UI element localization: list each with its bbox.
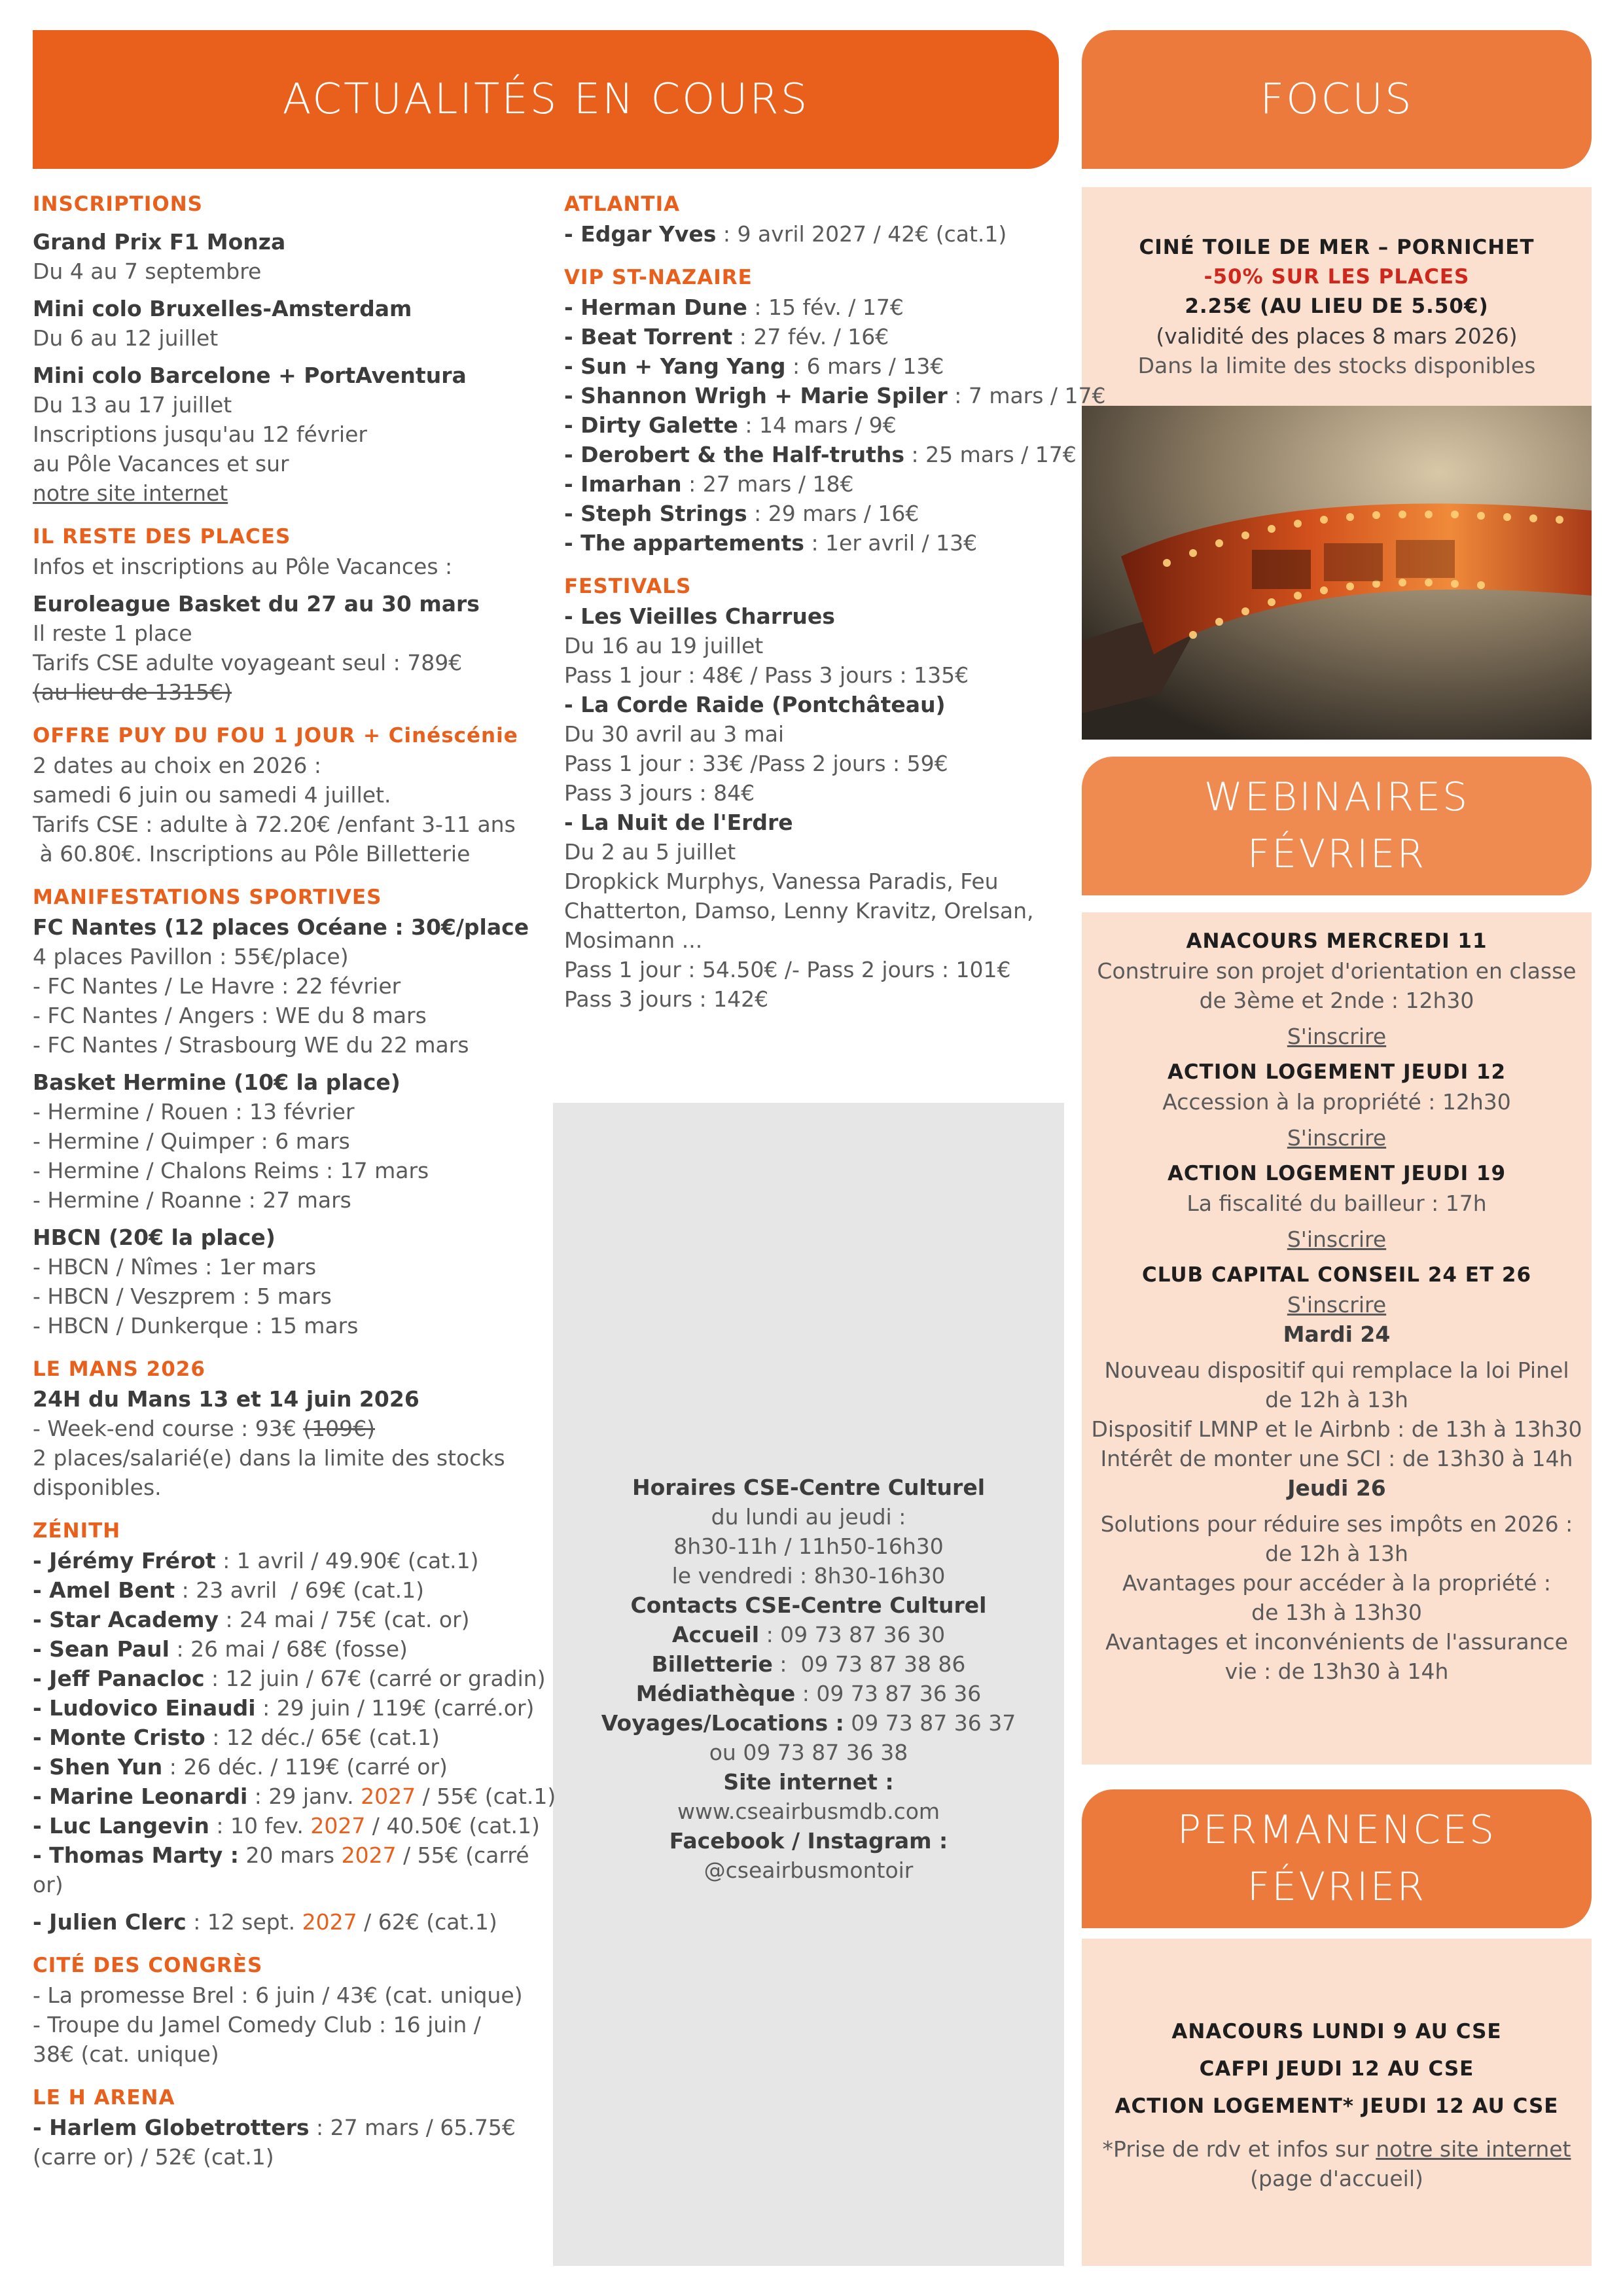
event-info: 2 dates au choix en 2026 : [33, 753, 321, 778]
event-info: 38€ (cat. unique) [33, 2041, 219, 2067]
webinar-desc: de 12h à 13h [1265, 1387, 1408, 1412]
website-link[interactable]: www.cseairbusmdb.com [677, 1799, 940, 1824]
event-info: Tarifs CSE adulte voyageant seul : 789€ [33, 650, 463, 675]
event-name: HBCN (20€ la place) [33, 1225, 276, 1250]
zenith-item: - Ludovico Einaudi : 29 juin / 119€ (carré.or) [33, 1695, 535, 1721]
focus-content [1082, 233, 1592, 380]
webinar-desc: vie : de 13h30 à 14h [1224, 1659, 1449, 1684]
vip-item: - The appartements : 1er avril / 13€ [564, 530, 978, 556]
vip-list [564, 293, 1106, 558]
register-link[interactable]: S'inscrire [1287, 1292, 1387, 1318]
permanence-note: *Prise de rdv et infos sur notre site internet [1102, 2136, 1571, 2162]
event-name: - La Corde Raide (Pontchâteau) [564, 692, 946, 717]
contact-heading: Contacts CSE-Centre Culturel [630, 1592, 987, 1618]
header-actualites: ACTUALITÉS EN COURS [33, 30, 1059, 169]
webinar-title: ANACOURS MERCREDI 11 [1186, 929, 1488, 953]
event-info: - Hermine / Rouen : 13 février [33, 1099, 355, 1124]
event-info: Du 16 au 19 juillet [564, 633, 764, 658]
webinar-desc: La fiscalité du bailleur : 17h [1186, 1191, 1487, 1216]
contact-heading: Horaires CSE-Centre Culturel [632, 1475, 986, 1500]
event-info: Mosimann ... [564, 927, 703, 953]
column-middle [564, 190, 1106, 1014]
event-name: Grand Prix F1 Monza [33, 229, 286, 255]
zenith-item: - Star Academy : 24 mai / 75€ (cat. or) [33, 1607, 470, 1632]
contact-line: du lundi au jeudi : [711, 1504, 906, 1530]
event-info: au Pôle Vacances et sur [33, 451, 289, 476]
webinar-day: Mardi 24 [1283, 1321, 1391, 1347]
webinar-title: ACTION LOGEMENT JEUDI 19 [1167, 1162, 1507, 1185]
event-info: - HBCN / Dunkerque : 15 mars [33, 1313, 359, 1338]
webinar-desc: Solutions pour réduire ses impôts en 2026 : [1100, 1511, 1573, 1537]
permanence-item: ANACOURS LUNDI 9 AU CSE [1171, 2020, 1502, 2043]
vip-item: - Steph Strings : 29 mars / 16€ [564, 501, 919, 526]
contact-line: Voyages/Locations : 09 73 87 36 37 [601, 1710, 1016, 1736]
event-name: Basket Hermine (10€ la place) [33, 1069, 401, 1095]
section-title: LE MANS 2026 [33, 1357, 205, 1381]
webinar-desc: de 12h à 13h [1265, 1541, 1408, 1566]
site-link[interactable]: notre site internet [1376, 2136, 1571, 2162]
permanence-item: CAFPI JEUDI 12 AU CSE [1199, 2057, 1474, 2081]
event-name: Mini colo Bruxelles-Amsterdam [33, 296, 412, 321]
section-title: CITÉ DES CONGRÈS [33, 1954, 263, 1977]
event-info: 4 places Pavillon : 55€/place) [33, 944, 349, 969]
webinaires-content [1082, 927, 1592, 1686]
focus-validity: (validité des places 8 mars 2026) [1156, 323, 1518, 349]
section-title: MANIFESTATIONS SPORTIVES [33, 886, 382, 909]
zenith-item: - Marine Leonardi : 29 janv. 2027 / 55€ (cat.1) [33, 1784, 556, 1809]
event-info: - La promesse Brel : 6 juin / 43€ (cat. unique) [33, 1982, 523, 2008]
webinar-desc: Nouveau dispositif qui remplace la loi Pinel [1104, 1357, 1569, 1383]
old-price: (au lieu de 1315€) [33, 679, 232, 705]
event-item: - Harlem Globetrotters : 27 mars / 65.75€ [33, 2115, 516, 2140]
event-info: à 60.80€. Inscriptions au Pôle Billetterie [33, 841, 471, 867]
vip-item: - Shannon Wrigh + Marie Spiler : 7 mars / 17€ [564, 383, 1106, 408]
event-name: 24H du Mans 13 et 14 juin 2026 [33, 1386, 419, 1412]
event-name: FC Nantes (12 places Océane : 30€/place [33, 914, 529, 940]
event-info: - HBCN / Nîmes : 1er mars [33, 1254, 317, 1280]
focus-title: CINÉ TOILE DE MER – PORNICHET [1139, 236, 1535, 259]
event-info: Pass 3 jours : 84€ [564, 780, 755, 806]
permanences-content [1082, 2013, 1592, 2193]
zenith-list [33, 1546, 556, 1870]
vip-item: - Dirty Galette : 14 mars / 9€ [564, 412, 897, 438]
focus-discount: -50% SUR LES PLACES [1204, 265, 1470, 289]
section-title: OFFRE PUY DU FOU 1 JOUR + Cinéscénie [33, 724, 518, 747]
event-info: Du 30 avril au 3 mai [564, 721, 785, 747]
event-info: - Week-end course : 93€ (109€) [33, 1416, 375, 1441]
register-link[interactable]: S'inscrire [1287, 1227, 1387, 1252]
section-title: INSCRIPTIONS [33, 192, 203, 216]
vip-item: - Sun + Yang Yang : 6 mars / 13€ [564, 353, 944, 379]
zenith-item: - Thomas Marty : 20 mars 2027 / 55€ (carré [33, 1842, 529, 1868]
vip-item: - Imarhan : 27 mars / 18€ [564, 471, 854, 497]
social-handle[interactable]: @cseairbusmontoir [704, 1857, 914, 1883]
section-title: ZÉNITH [33, 1519, 121, 1543]
contact-line: Médiathèque : 09 73 87 36 36 [635, 1681, 982, 1706]
event-info: or) [33, 1872, 63, 1897]
webinar-desc: Accession à la propriété : 12h30 [1162, 1089, 1511, 1115]
event-info: - FC Nantes / Angers : WE du 8 mars [33, 1003, 427, 1028]
event-name: Mini colo Barcelone + PortAventura [33, 363, 467, 388]
event-info: Pass 1 jour : 54.50€ /- Pass 2 jours : 101€ [564, 957, 1011, 982]
event-info: Chatterton, Damso, Lenny Kravitz, Orelsan, [564, 898, 1034, 924]
contact-line: le vendredi : 8h30-16h30 [671, 1563, 946, 1588]
event-date: Du 13 au 17 juillet [33, 392, 232, 418]
event-info: - Hermine / Quimper : 6 mars [33, 1128, 350, 1154]
event-info: - FC Nantes / Le Havre : 22 février [33, 973, 401, 999]
event-info: samedi 6 juin ou samedi 4 juillet. [33, 782, 391, 808]
event-name: - Les Vieilles Charrues [564, 603, 835, 629]
contact-line: Accueil : 09 73 87 36 30 [671, 1622, 946, 1647]
contact-heading: Facebook / Instagram : [669, 1828, 948, 1854]
focus-price: 2.25€ (AU LIEU DE 5.50€) [1185, 295, 1489, 318]
section-title: VIP ST-NAZAIRE [564, 266, 753, 289]
webinar-desc: Avantages pour accéder à la propriété : [1122, 1570, 1552, 1596]
event-name: Euroleague Basket du 27 au 30 mars [33, 591, 480, 617]
event-info: Il reste 1 place [33, 620, 192, 646]
permanence-note: (page d'accueil) [1250, 2166, 1423, 2191]
webinar-desc: de 13h à 13h30 [1251, 1600, 1422, 1625]
zenith-item: - Shen Yun : 26 déc. / 119€ (carré or) [33, 1754, 448, 1780]
vip-item: - Derobert & the Half-truths : 25 mars / 17€ [564, 442, 1077, 467]
permanence-item: ACTION LOGEMENT* JEUDI 12 AU CSE [1115, 2094, 1559, 2118]
event-info: (carre or) / 52€ (cat.1) [33, 2144, 274, 2170]
contact-line: 8h30-11h / 11h50-16h30 [673, 1534, 944, 1559]
event-date: Du 4 au 7 septembre [33, 259, 262, 284]
event-item: - Julien Clerc : 12 sept. 2027 / 62€ (cat.1) [33, 1909, 497, 1935]
section-intro: Infos et inscriptions au Pôle Vacances : [33, 554, 453, 579]
zenith-item: - Jérémy Frérot : 1 avril / 49.90€ (cat.1) [33, 1548, 479, 1573]
webinar-desc: Intérêt de monter une SCI : de 13h30 à 14h [1100, 1446, 1573, 1471]
contact-line: ou 09 73 87 36 38 [709, 1740, 908, 1765]
zenith-item: - Amel Bent : 23 avril / 69€ (cat.1) [33, 1577, 424, 1603]
section-title: IL RESTE DES PLACES [33, 525, 291, 548]
event-info: - HBCN / Veszprem : 5 mars [33, 1283, 332, 1309]
event-info: 2 places/salarié(e) dans la limite des stocks [33, 1445, 505, 1471]
event-info: - Hermine / Roanne : 27 mars [33, 1187, 351, 1213]
event-info: Tarifs CSE : adulte à 72.20€ /enfant 3-11 ans [33, 812, 516, 837]
contact-info [553, 1473, 1064, 1885]
webinar-desc: Construire son projet d'orientation en classe [1097, 958, 1577, 984]
event-info: - FC Nantes / Strasbourg WE du 22 mars [33, 1032, 469, 1058]
webinar-day: Jeudi 26 [1287, 1475, 1386, 1501]
event-info: Pass 1 jour : 48€ / Pass 3 jours : 135€ [564, 662, 969, 688]
webinar-desc: Avantages et inconvénients de l'assurance [1105, 1629, 1568, 1655]
event-info: Pass 3 jours : 142€ [564, 986, 769, 1012]
event-info: Dropkick Murphys, Vanessa Paradis, Feu [564, 869, 999, 894]
event-name: - La Nuit de l'Erdre [564, 810, 793, 835]
event-info: - Hermine / Chalons Reims : 17 mars [33, 1158, 429, 1183]
event-info: - Troupe du Jamel Comedy Club : 16 juin / [33, 2012, 481, 2037]
focus-note: Dans la limite des stocks disponibles [1137, 353, 1536, 378]
header-webinaires: WEBINAIRES FÉVRIER [1082, 757, 1592, 895]
site-link[interactable]: notre site internet [33, 480, 228, 506]
zenith-item: - Monte Cristo : 12 déc./ 65€ (cat.1) [33, 1725, 440, 1750]
event-info: Pass 1 jour : 33€ /Pass 2 jours : 59€ [564, 751, 948, 776]
vip-item: - Beat Torrent : 27 fév. / 16€ [564, 324, 889, 350]
event-item: - Edgar Yves : 9 avril 2027 / 42€ (cat.1) [564, 221, 1007, 247]
webinar-desc: de 3ème et 2nde : 12h30 [1199, 988, 1474, 1013]
header-focus: FOCUS [1082, 30, 1592, 169]
webinar-title: ACTION LOGEMENT JEUDI 12 [1167, 1060, 1507, 1084]
contact-line: Billetterie : 09 73 87 38 86 [651, 1651, 966, 1677]
webinar-title: CLUB CAPITAL CONSEIL 24 ET 26 [1141, 1263, 1532, 1287]
event-date: Du 6 au 12 juillet [33, 325, 219, 351]
section-title: ATLANTIA [564, 192, 681, 216]
column-left [33, 190, 556, 2172]
zenith-item: - Sean Paul : 26 mai / 68€ (fosse) [33, 1636, 408, 1662]
register-link[interactable]: S'inscrire [1287, 1125, 1387, 1151]
webinar-desc: Dispositif LMNP et le Airbnb : de 13h à 13h30 [1091, 1416, 1582, 1442]
section-title: LE H ARENA [33, 2086, 175, 2109]
header-permanences: PERMANENCES FÉVRIER [1082, 1789, 1592, 1928]
event-info: disponibles. [33, 1475, 162, 1500]
section-title: FESTIVALS [564, 575, 692, 598]
vip-item: - Herman Dune : 15 fév. / 17€ [564, 295, 904, 320]
zenith-item: - Luc Langevin : 10 fev. 2027 / 40.50€ (cat.1) [33, 1813, 540, 1839]
event-info: Inscriptions jusqu'au 12 février [33, 422, 367, 447]
contact-heading: Site internet : [723, 1769, 894, 1795]
film-strip-photo [1082, 406, 1592, 740]
event-info: Du 2 au 5 juillet [564, 839, 736, 865]
zenith-item: - Jeff Panacloc : 12 juin / 67€ (carré or gradin) [33, 1666, 546, 1691]
register-link[interactable]: S'inscrire [1287, 1024, 1387, 1049]
